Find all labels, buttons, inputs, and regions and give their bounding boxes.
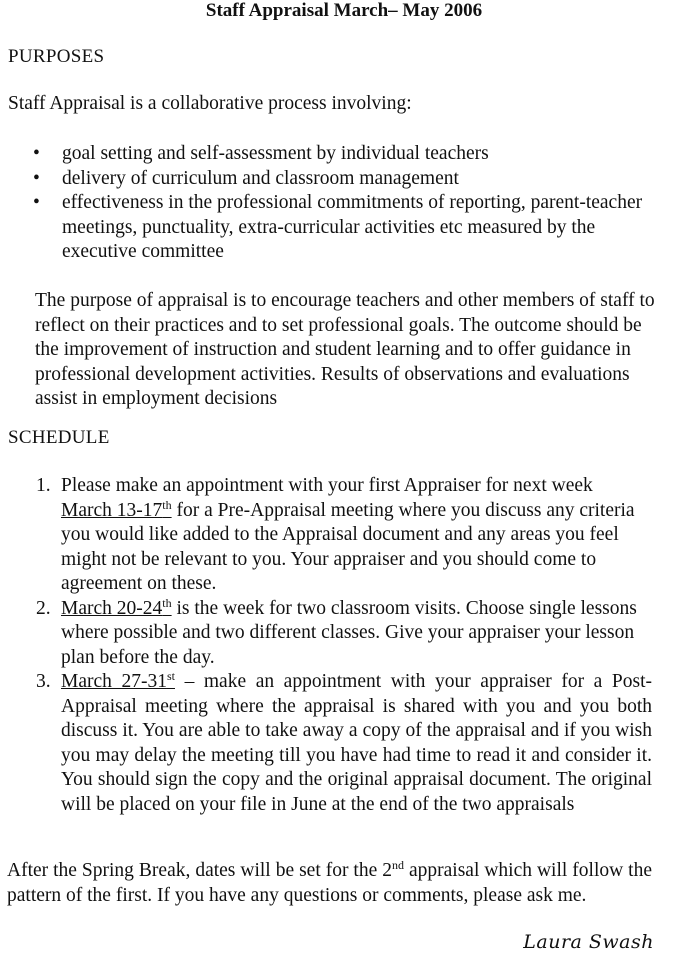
bullet-item xyxy=(30,191,660,265)
schedule-item-text: – make an appointment with your appraiser for a Post-Appraisal meeting where the appraisal is shared with you and you both discuss it. You are able to take away a copy of the appraisal and if you wish you may delay the meeting till you have had time to read it and consider it. You should sign the copy and the original appraisal document. The original will be placed on your file in June at the end of the two appraisals xyxy=(61,671,652,815)
bullet-item xyxy=(30,167,660,192)
bullet-item xyxy=(30,142,660,167)
schedule-item xyxy=(30,670,652,817)
date-suffix: st xyxy=(166,669,175,683)
bullet-icon: • xyxy=(33,167,40,189)
date-text: March 13-17 xyxy=(61,499,163,521)
closing-paragraph xyxy=(7,859,652,908)
date-text: March 20-24 xyxy=(61,597,163,619)
schedule-item-text: is the week for two classroom visits. Choose single lessons where possible and two different classes. Give your appraiser your lesson plan before the day. xyxy=(61,597,637,668)
bullet-text: goal setting and self-assessment by individual teachers xyxy=(62,143,489,164)
schedule-heading: SCHEDULE xyxy=(8,427,110,448)
bullet-icon: • xyxy=(33,192,40,213)
schedule-item-date xyxy=(61,671,175,692)
bullet-icon: • xyxy=(33,143,40,164)
schedule-item-number: 2. xyxy=(36,597,51,619)
bullet-text: effectiveness in the professional commitments of reporting, parent-teacher meetings, punctuality, extra-curricular activities etc measured by the executive committee xyxy=(62,192,643,262)
purposes-heading: PURPOSES xyxy=(8,46,105,67)
schedule-item-text: for a Pre-Appraisal meeting where you discuss any criteria you would like added to the Appraisal document and any areas you feel might not be relevant to you. Your appraiser and you should come to agreement on these. xyxy=(61,499,635,594)
purpose-paragraph: The purpose of appraisal is to encourage teachers and other members of staff to reflect on their practices and to set professional goals. The outcome should be the improvement of instruction and student learning and to offer guidance in professional development activities. Results of observations and evaluations assist in employment decisions xyxy=(35,290,655,409)
schedule-item-number: 3. xyxy=(36,671,51,692)
schedule-item-date xyxy=(61,595,172,619)
date-text: March 27-31 xyxy=(61,671,167,692)
schedule-item-number: 1. xyxy=(36,475,51,496)
schedule-item-text: Please make an appointment with your first Appraiser for next week xyxy=(61,475,593,496)
closing-text: appraisal which will follow the pattern of the first. If you have any questions or comments, please ask me. xyxy=(7,860,653,906)
bullet-text: delivery of curriculum and classroom management xyxy=(62,167,459,189)
signature: Laura Swash xyxy=(523,931,654,953)
closing-text: After the Spring Break, dates will be set for the 2 xyxy=(7,860,392,881)
schedule-list xyxy=(30,474,652,817)
schedule-item xyxy=(30,474,652,597)
purposes-bullet-list xyxy=(30,142,660,265)
date-suffix: th xyxy=(162,497,172,512)
ordinal-suffix: nd xyxy=(392,858,404,872)
date-suffix: th xyxy=(162,595,172,610)
schedule-item-date xyxy=(61,497,172,521)
purposes-intro: Staff Appraisal is a collaborative process involving: xyxy=(8,93,412,114)
schedule-item xyxy=(30,597,652,671)
page-title: Staff Appraisal March– May 2006 xyxy=(205,0,483,21)
